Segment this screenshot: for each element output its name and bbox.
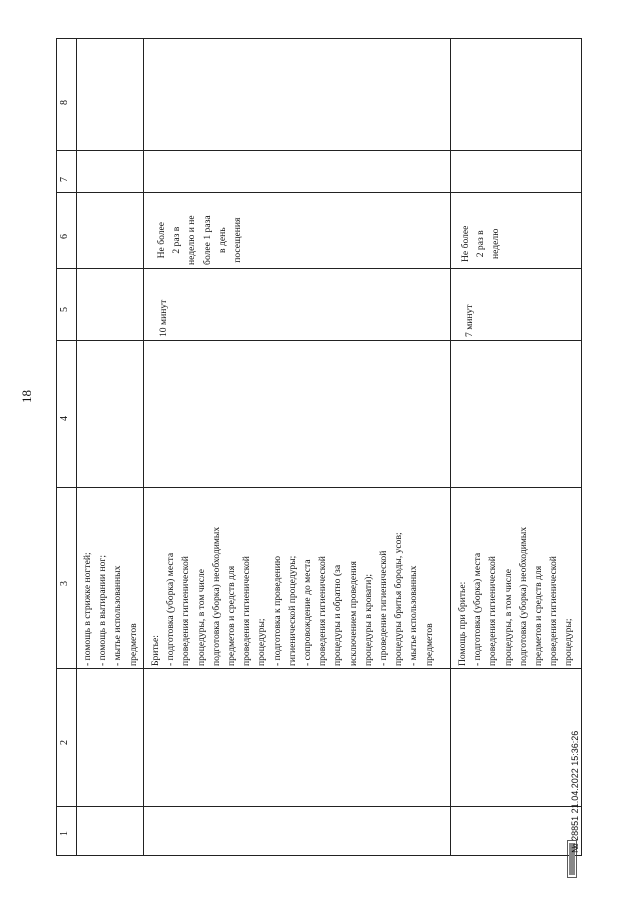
service-line: процедуры и обратно (за <box>332 564 344 666</box>
service-line: проведения гигиенической <box>241 556 253 666</box>
row-2-time <box>156 300 171 337</box>
service-line: - подготовка к проведению <box>271 555 283 666</box>
frequency-line: Не более <box>460 225 471 262</box>
service-line: проведения гигиенической <box>548 556 560 666</box>
service-line: проведения гигиенической <box>180 556 192 666</box>
frequency-line: более 1 раза <box>201 215 213 265</box>
service-line: Помощь при бритье: <box>457 581 468 666</box>
page-number: 18 <box>19 390 34 403</box>
row-3-frequency <box>458 226 504 262</box>
service-line: проведения гигиенической <box>317 556 329 666</box>
frequency-line: 2 раз в <box>171 226 183 254</box>
column-header-8: 8 <box>59 100 70 105</box>
frequency-line: неделю <box>490 228 502 259</box>
service-line: Бритье: <box>150 635 161 666</box>
row-2-service <box>148 527 437 666</box>
column-header-6: 6 <box>59 234 70 239</box>
service-line: процедуры, в том числе <box>195 568 207 666</box>
service-line: - сопровождение до места <box>302 559 314 666</box>
service-line: - помощь в стрижке ногтей; <box>82 552 93 666</box>
frequency-line: 2 раз в <box>475 230 487 258</box>
service-line: предметов <box>127 623 139 666</box>
column-header-4: 4 <box>59 416 70 421</box>
service-line: - подготовка (уборка) места <box>165 552 177 666</box>
service-line: предметов и средств для <box>533 565 545 666</box>
row-3-time <box>462 304 477 337</box>
column-header-1: 1 <box>59 831 70 836</box>
row-1-service <box>80 552 141 666</box>
time-value: 10 минут <box>158 299 169 337</box>
service-line: процедуры, в том числе <box>502 568 514 666</box>
service-line: - мытье использованных <box>408 565 420 666</box>
frequency-line: посещения <box>232 217 244 263</box>
service-line: подготовка (уборка) необходимых <box>517 526 529 666</box>
service-line: - проведение гигиенической <box>378 550 390 666</box>
document-id: № 28851 21.04.2022 15:36:26 <box>570 730 580 853</box>
service-line: подготовка (уборка) необходимых <box>210 526 222 666</box>
service-line: проведения гигиенической <box>487 556 499 666</box>
frequency-line: неделю и не <box>186 215 198 265</box>
column-header-2: 2 <box>59 740 70 745</box>
service-line: - помощь в вытирании ног; <box>97 555 109 666</box>
service-line: процедуры; <box>256 618 268 666</box>
service-line: процедуры; <box>563 618 575 666</box>
service-line: - подготовка (уборка) места <box>472 552 484 666</box>
frequency-line: в день <box>216 227 228 253</box>
service-line: гигиенической процедуры; <box>286 555 298 666</box>
service-line: исключением проведения <box>347 561 359 666</box>
time-value: 7 минут <box>464 304 475 337</box>
row-3-service <box>455 527 577 666</box>
frequency-line: Не более <box>156 221 167 259</box>
column-header-3: 3 <box>59 581 70 586</box>
service-line: - мытье использованных <box>112 565 124 666</box>
service-line: предметов <box>423 623 435 666</box>
service-line: процедуры бритья бороды, усов; <box>393 532 405 666</box>
row-2-frequency <box>154 215 245 265</box>
column-header-5: 5 <box>59 307 70 312</box>
column-header-7: 7 <box>59 177 70 182</box>
service-line: процедуры в кровати); <box>362 573 374 666</box>
service-line: предметов и средств для <box>226 565 238 666</box>
